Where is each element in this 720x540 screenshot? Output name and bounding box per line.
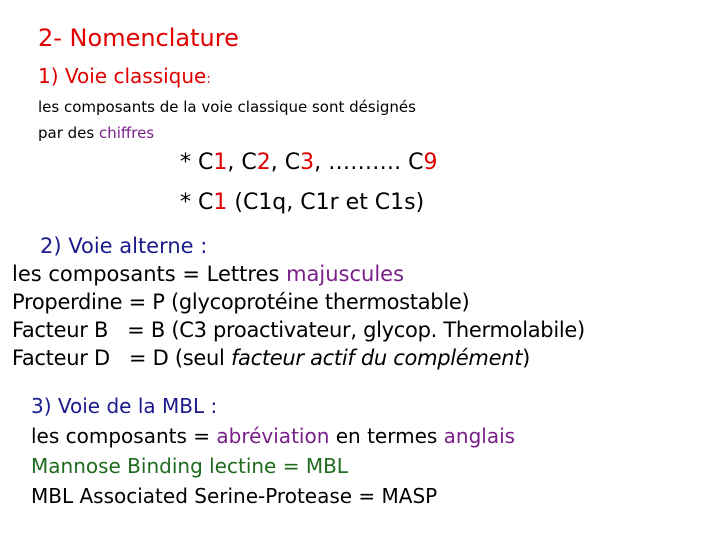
classique-description-prefix: par des [38, 124, 99, 142]
abreviation-highlight: abréviation [216, 424, 330, 448]
mbl-line-masp: MBL Associated Serine-Protease = MASP [31, 484, 438, 508]
c1-subcomponents [180, 190, 424, 215]
series-bullet: * [180, 150, 198, 175]
series-number-2: 2 [256, 150, 271, 175]
series-c-letter: C [198, 150, 214, 175]
alterne-line-composants [12, 262, 404, 286]
chiffres-highlight: chiffres [98, 124, 155, 142]
series-number-3: 3 [300, 150, 315, 175]
series-separator-2: , C [270, 150, 301, 175]
c-component-series [180, 150, 437, 175]
alterne-line-facteur-b: Facteur B = B (C3 proactivateur, glycop. Thermolabile) [12, 318, 585, 342]
alterne-heading: 2) Voie alterne : [40, 234, 208, 258]
c1-letter: C [198, 190, 214, 215]
alterne-line1-prefix: les composants = Lettres [12, 262, 287, 286]
mbl-line-mannose: Mannose Binding lectine = MBL [31, 454, 348, 478]
c1-number: 1 [213, 190, 228, 215]
anglais-highlight: anglais [443, 424, 516, 448]
classique-heading-text: 1) Voie classique [38, 64, 207, 88]
series-number-9: 9 [423, 150, 438, 175]
alterne-line4-prefix: Facteur D = D (seul [12, 346, 231, 370]
alterne-line4-suffix: ) [522, 346, 531, 370]
classique-heading [38, 64, 211, 88]
mbl-line1-middle: en termes [329, 424, 444, 448]
c1-bullet: * [180, 190, 198, 215]
classique-description-line2 [38, 124, 154, 142]
c1-detail-text: (C1q, C1r et C1s) [227, 190, 425, 215]
series-separator-1: , C [227, 150, 257, 175]
mbl-line1-prefix: les composants = [31, 424, 217, 448]
alterne-line-facteur-d [12, 346, 530, 370]
classique-description-line1: les composants de la voie classique sont désignés [38, 98, 416, 116]
mbl-line-composants [31, 424, 515, 448]
series-number-1: 1 [213, 150, 228, 175]
section-title: 2- Nomenclature [38, 24, 239, 52]
alterne-line-properdine: Properdine = P (glycoprotéine thermostable) [12, 290, 470, 314]
series-separator-3: , ………. C [314, 150, 424, 175]
mbl-heading: 3) Voie de la MBL : [31, 394, 218, 418]
facteur-actif-italic: facteur actif du complément [230, 346, 523, 370]
classique-heading-colon: : [206, 72, 211, 87]
majuscules-highlight: majuscules [286, 262, 405, 286]
